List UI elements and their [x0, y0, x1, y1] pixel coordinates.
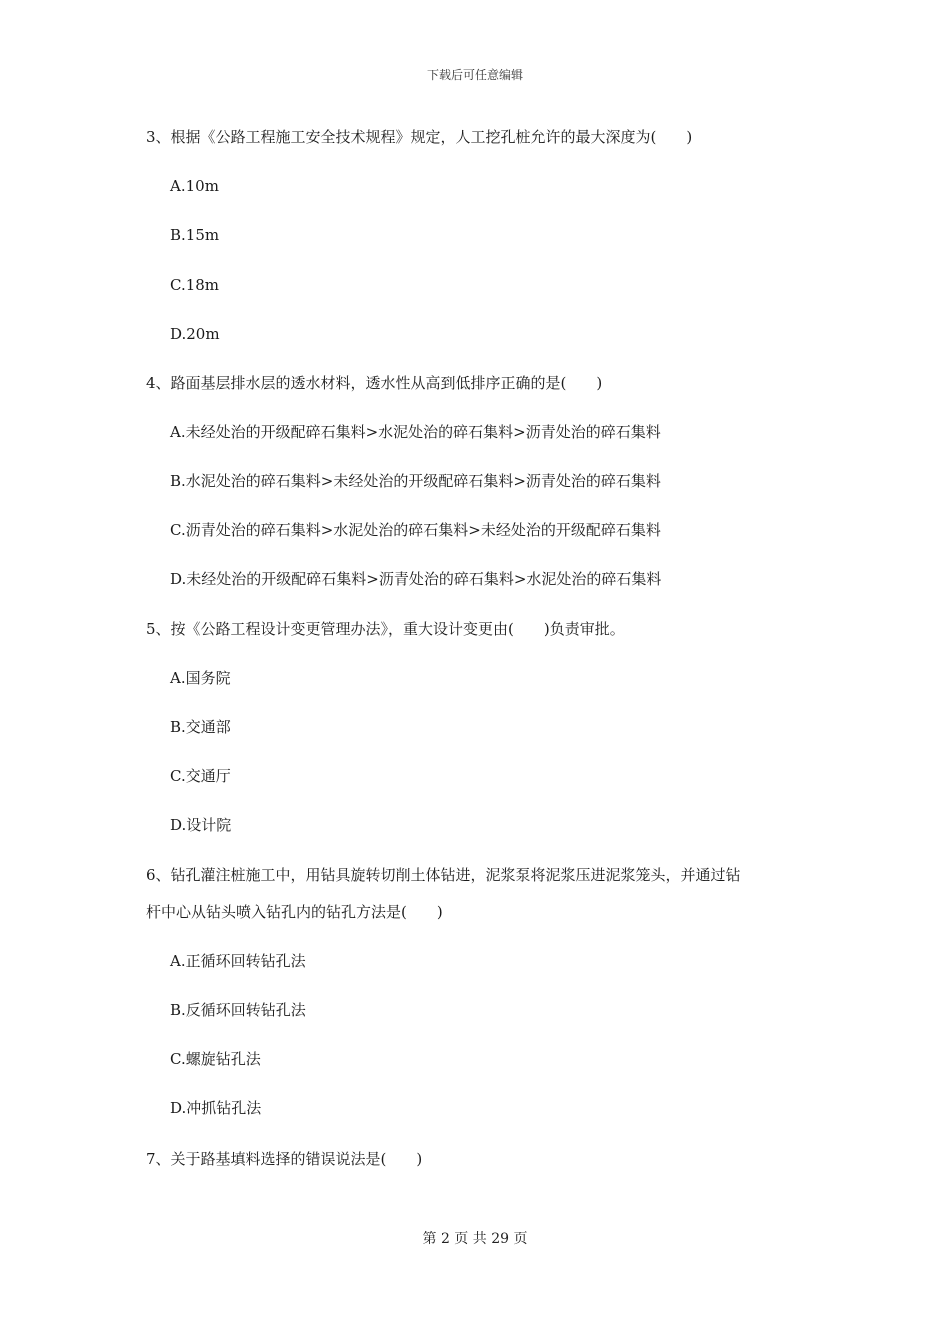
question-7-stem: 7、关于路基填料选择的错误说法是( )	[146, 1150, 423, 1168]
question-3-option-c: C.18m	[170, 276, 220, 294]
question-4-option-d: D.未经处治的开级配碎石集料>沥青处治的碎石集料>水泥处治的碎石集料	[170, 570, 662, 588]
question-3-option-a: A.10m	[170, 177, 219, 195]
page-footer: 第 2 页 共 29 页	[422, 1231, 528, 1247]
question-4-option-b: B.水泥处治的碎石集料>未经处治的开级配碎石集料>沥青处治的碎石集料	[170, 472, 661, 490]
question-5-option-a: A.国务院	[170, 669, 231, 687]
question-5-stem: 5、按《公路工程设计变更管理办法》，重大设计变更由( )负责审批。	[146, 620, 625, 638]
question-4-option-c: C.沥青处治的碎石集料>水泥处治的碎石集料>未经处治的开级配碎石集料	[170, 521, 661, 539]
question-4-option-a: A.未经处治的开级配碎石集料>水泥处治的碎石集料>沥青处治的碎石集料	[170, 423, 661, 441]
page-header: 下载后可任意编辑	[426, 68, 523, 82]
question-6-option-b: B.反循环回转钻孔法	[170, 1001, 306, 1019]
question-3-option-d: D.20m	[170, 325, 220, 343]
question-5-option-b: B.交通部	[170, 718, 231, 736]
question-6-stem-line-1: 6、钻孔灌注桩施工中，用钻具旋转切削土体钻进，泥浆泵将泥浆压进泥浆笼头，并通过钻	[146, 866, 741, 884]
question-6-option-d: D.冲抓钻孔法	[170, 1099, 262, 1117]
question-5-option-c: C.交通厅	[170, 767, 231, 785]
question-6-option-c: C.螺旋钻孔法	[170, 1050, 261, 1068]
question-3-option-b: B.15m	[170, 226, 220, 244]
question-3-stem: 3、根据《公路工程施工安全技术规程》规定，人工挖孔桩允许的最大深度为( )	[146, 128, 693, 146]
question-6-option-a: A.正循环回转钻孔法	[170, 952, 306, 970]
question-6-stem-line-2: 杆中心从钻头喷入钻孔内的钻孔方法是( )	[146, 903, 443, 921]
question-5-option-d: D.设计院	[170, 816, 232, 834]
question-4-stem: 4、路面基层排水层的透水材料，透水性从高到低排序正确的是( )	[146, 374, 603, 392]
